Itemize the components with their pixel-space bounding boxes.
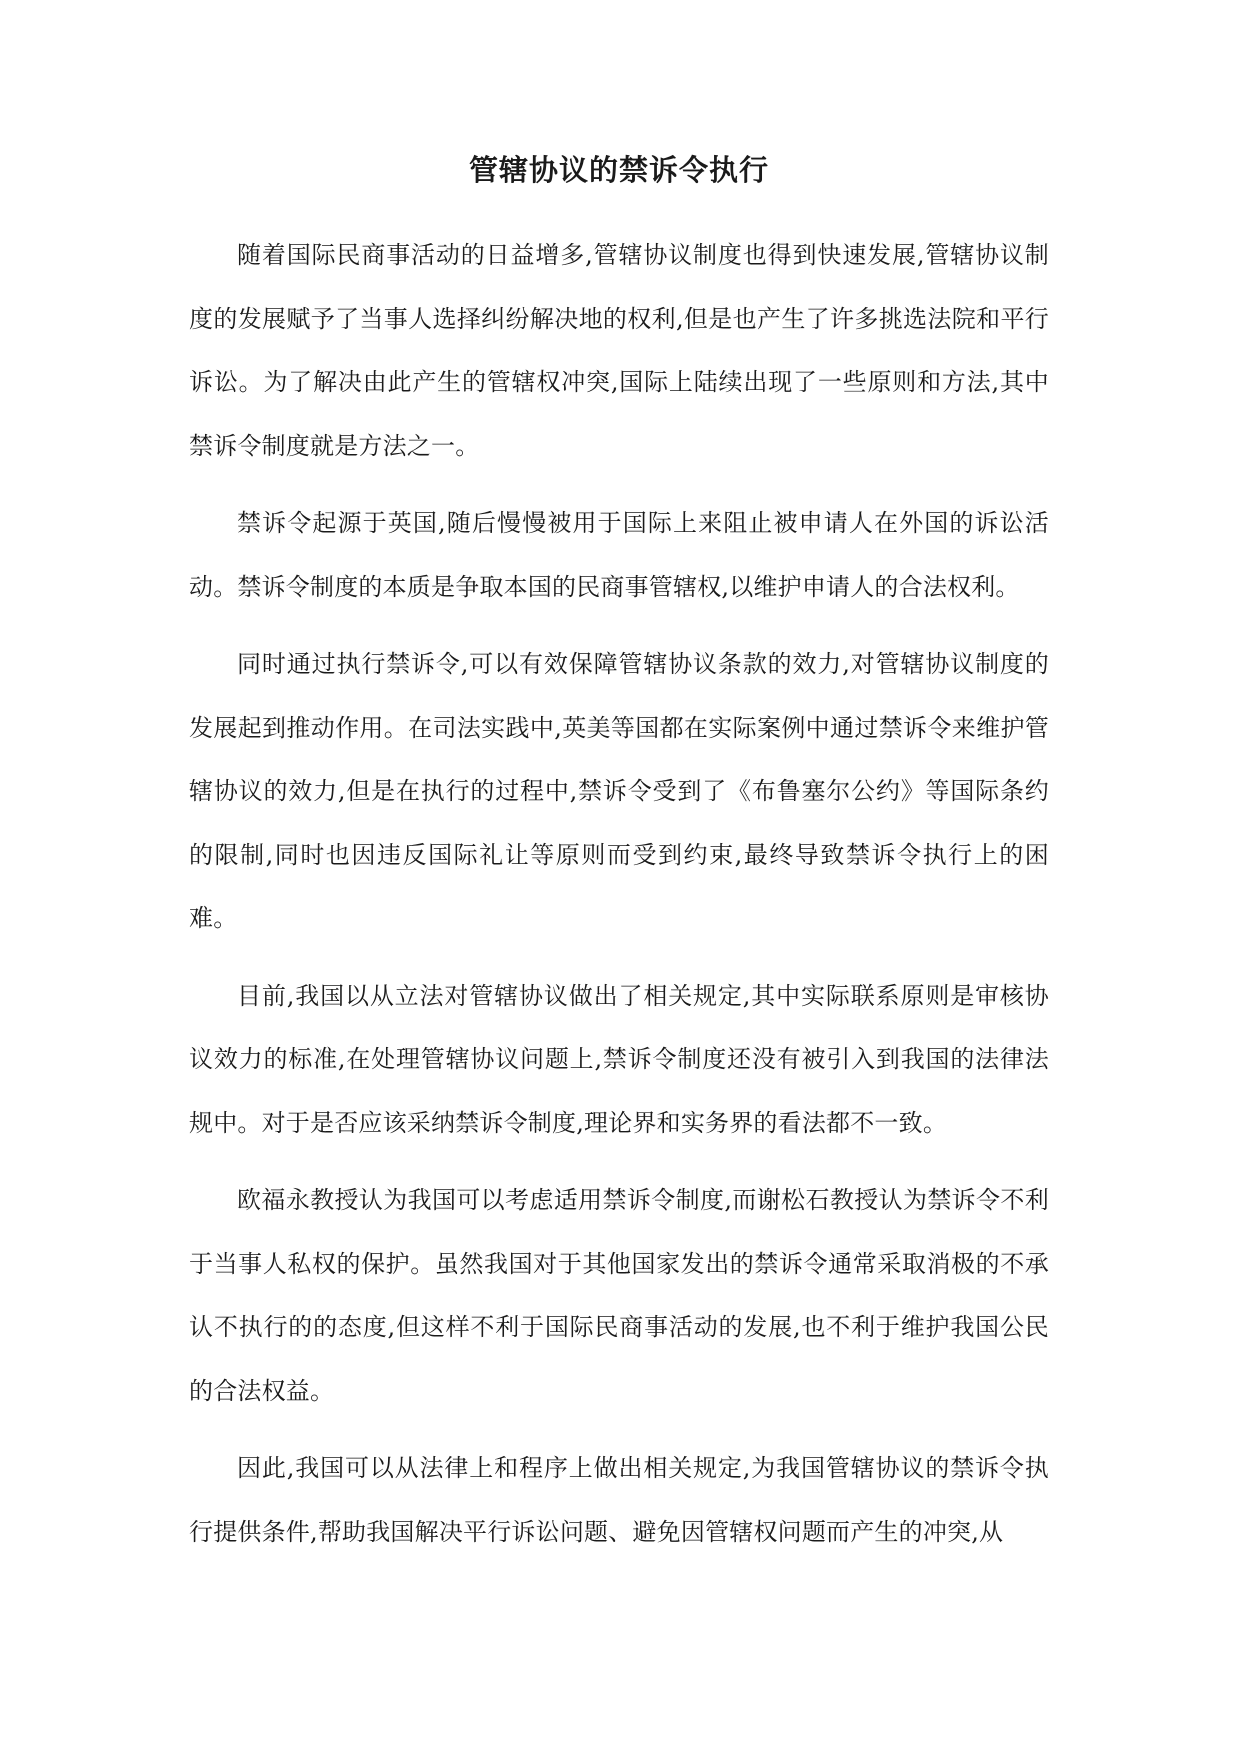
- paragraph-5: 欧福永教授认为我国可以考虑适用禁诉令制度,而谢松石教授认为禁诉令不利于当事人私权的保护。虽然我国对于其他国家发出的禁诉令通常采取消极的不承认不执行的的态度,但这样不利于国际民商事活动的发展,也不利于维护我国公民的合法权益。: [189, 1186, 1049, 1405]
- document-title: 管辖协议的禁诉令执行: [468, 153, 769, 187]
- paragraph-2: 禁诉令起源于英国,随后慢慢被用于国际上来阻止被申请人在外国的诉讼活动。禁诉令制度的本质是争取本国的民商事管辖权,以维护申请人的合法权利。: [189, 509, 1049, 601]
- paragraph-3: 同时通过执行禁诉令,可以有效保障管辖协议条款的效力,对管辖协议制度的发展起到推动作用。在司法实践中,英美等国都在实际案例中通过禁诉令来维护管辖协议的效力,但是在执行的过程中,禁诉令受到了《布鲁塞尔公约》等国际条约的限制,同时也因违反国际礼让等原则而受到约束,最终导致禁诉令执行上的困难。: [189, 650, 1049, 932]
- paragraph-1: 随着国际民商事活动的日益增多,管辖协议制度也得到快速发展,管辖协议制度的发展赋予了当事人选择纠纷解决地的权利,但是也产生了许多挑选法院和平行诉讼。为了解决由此产生的管辖权冲突,国际上陆续出现了一些原则和方法,其中禁诉令制度就是方法之一。: [189, 241, 1049, 460]
- paragraph-4: 目前,我国以从立法对管辖协议做出了相关规定,其中实际联系原则是审核协议效力的标准,在处理管辖协议问题上,禁诉令制度还没有被引入到我国的法律法规中。对于是否应该采纳禁诉令制度,理论界和实务界的看法都不一致。: [189, 981, 1049, 1137]
- document-page: [189, 150, 1049, 1578]
- paragraph-6: 因此,我国可以从法律上和程序上做出相关规定,为我国管辖协议的禁诉令执行提供条件,帮助我国解决平行诉讼问题、避免因管辖权问题而产生的冲突,从: [189, 1454, 1049, 1546]
